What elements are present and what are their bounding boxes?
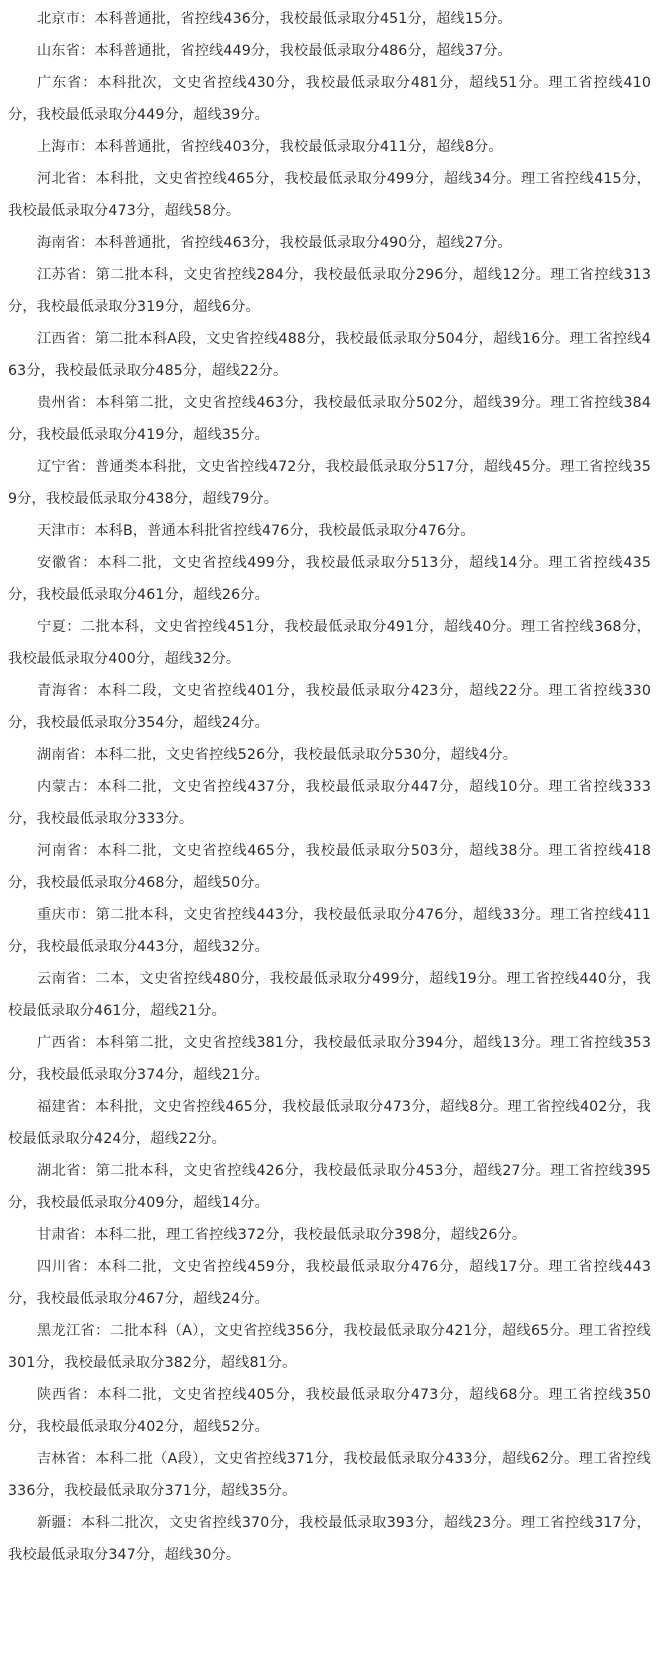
- paragraph-chongqing: 重庆市：第二批本科，文史省控线443分，我校最低录取分476分，超线33分。理工省控线411分，我校最低录取分443分，超线32分。: [8, 907, 651, 955]
- paragraph-yunnan: 云南省：二本，文史省控线480分，我校最低录取分499分，超线19分。理工省控线440分，我校最低录取分461分，超线21分。: [8, 971, 651, 1019]
- paragraph-heilongjiang: 黑龙江省：二批本科（A），文史省控线356分，我校最低录取分421分，超线65分。理工省控线301分，我校最低录取分382分，超线81分。: [8, 1323, 651, 1371]
- paragraph-sichuan: 四川省：本科二批，文史省控线459分，我校最低录取分476分，超线17分。理工省控线443分，我校最低录取分467分，超线24分。: [8, 1259, 651, 1307]
- paragraph-qinghai: 青海省：本科二段，文史省控线401分，我校最低录取分423分，超线22分。理工省控线330分，我校最低录取分354分，超线24分。: [8, 683, 651, 731]
- paragraph-gansu: 甘肃省：本科二批，理工省控线372分，我校最低录取分398分，超线26分。: [37, 1227, 527, 1243]
- paragraph-neimenggu: 内蒙古：本科二批，文史省控线437分，我校最低录取分447分，超线10分。理工省控线333分，我校最低录取分333分。: [8, 779, 651, 827]
- paragraph-liaoning: 辽宁省：普通类本科批，文史省控线472分，我校最低录取分517分，超线45分。理工省控线359分，我校最低录取分438分，超线79分。: [8, 459, 651, 507]
- paragraph-hunan: 湖南省：本科二批，文史省控线526分，我校最低录取分530分，超线4分。: [37, 747, 518, 763]
- paragraph-jiangsu: 江苏省：第二批本科，文史省控线284分，我校最低录取分296分，超线12分。理工省控线313分，我校最低录取分319分，超线6分。: [8, 267, 651, 315]
- paragraph-shaanxi: 陕西省：本科二批，文史省控线405分，我校最低录取分473分，超线68分。理工省控线350分，我校最低录取分402分，超线52分。: [8, 1387, 651, 1435]
- paragraph-shandong: 山东省：本科普通批，省控线449分，我校最低录取分486分，超线37分。: [37, 43, 512, 59]
- paragraph-hainan: 海南省：本科普通批，省控线463分，我校最低录取分490分，超线27分。: [37, 235, 512, 251]
- paragraph-ningxia: 宁夏：二批本科，文史省控线451分，我校最低录取分491分，超线40分。理工省控线368分，我校最低录取分400分，超线32分。: [8, 619, 651, 667]
- paragraph-tianjin: 天津市：本科B，普通本科批省控线476分，我校最低录取分476分。: [37, 523, 475, 539]
- paragraph-guangxi: 广西省：本科第二批，文史省控线381分，我校最低录取分394分，超线13分。理工省控线353分，我校最低录取分374分，超线21分。: [8, 1035, 651, 1083]
- paragraph-shanghai: 上海市：本科普通批，省控线403分，我校最低录取分411分，超线8分。: [37, 139, 503, 155]
- paragraph-beijing: 北京市：本科普通批，省控线436分，我校最低录取分451分，超线15分。: [37, 11, 512, 27]
- paragraph-fujian: 福建省：本科批，文史省控线465分，我校最低录取分473分，超线8分。理工省控线402分，我校最低录取分424分，超线22分。: [8, 1099, 651, 1147]
- paragraph-hubei: 湖北省：第二批本科，文史省控线426分，我校最低录取分453分，超线27分。理工省控线395分，我校最低录取分409分，超线14分。: [8, 1163, 651, 1211]
- paragraph-xinjiang: 新疆：本科二批次，文史省控线370分，我校最低录取393分，超线23分。理工省控线317分，我校最低录取分347分，超线30分。: [8, 1515, 651, 1563]
- paragraph-jiangxi: 江西省：第二批本科A段，文史省控线488分，我校最低录取分504分，超线16分。理工省控线463分，我校最低录取分485分，超线22分。: [8, 331, 651, 379]
- paragraph-hebei: 河北省：本科批，文史省控线465分，我校最低录取分499分，超线34分。理工省控线415分，我校最低录取分473分，超线58分。: [8, 171, 651, 219]
- paragraph-henan: 河南省：本科二批，文史省控线465分，我校最低录取分503分，超线38分。理工省控线418分，我校最低录取分468分，超线50分。: [8, 843, 651, 891]
- paragraph-guangdong: 广东省：本科批次，文史省控线430分，我校最低录取分481分，超线51分。理工省控线410分，我校最低录取分449分，超线39分。: [8, 75, 651, 123]
- paragraph-guizhou: 贵州省：本科第二批，文史省控线463分，我校最低录取分502分，超线39分。理工省控线384分，我校最低录取分419分，超线35分。: [8, 395, 651, 443]
- paragraph-anhui: 安徽省：本科二批，文史省控线499分，我校最低录取分513分，超线14分。理工省控线435分，我校最低录取分461分，超线26分。: [8, 555, 651, 603]
- paragraph-jilin: 吉林省：本科二批（A段），文史省控线371分，我校最低录取分433分，超线62分。理工省控线336分，我校最低录取分371分，超线35分。: [8, 1451, 651, 1499]
